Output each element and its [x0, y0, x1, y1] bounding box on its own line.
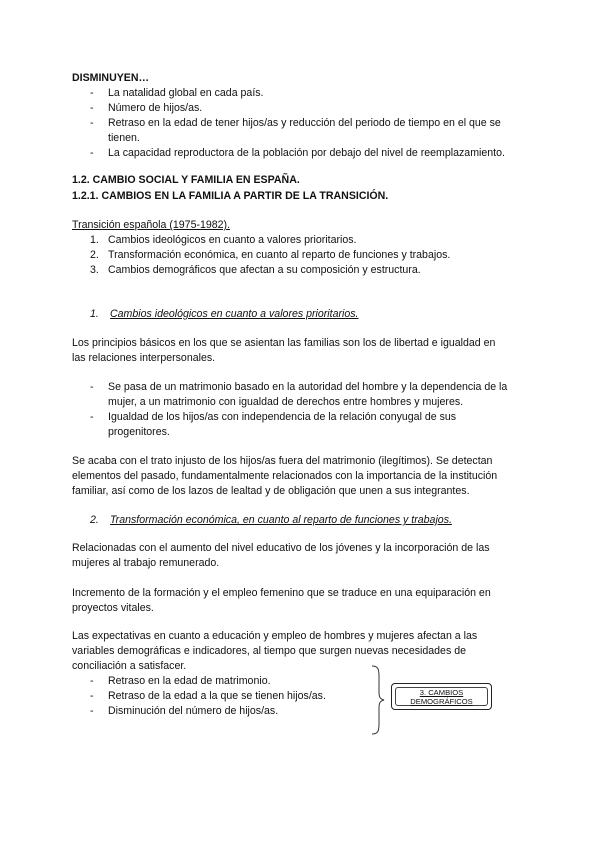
transicion-label: Transición española (1975-1982). [72, 219, 231, 231]
subsection-title: Transformación económica, en cuanto al reparto de funciones y trabajos. [110, 514, 452, 526]
list-item: Se pasa de un matrimonio basado en la autoridad del hombre y la dependencia de la [108, 381, 508, 393]
paragraph-line: Se acaba con el trato injusto de los hijos/as fuera del matrimonio (ilegítimos). Se detectan [72, 455, 493, 467]
dash: - [90, 381, 94, 393]
item-number: 1. [90, 234, 99, 246]
list-item: Disminución del número de hijos/as. [108, 705, 279, 717]
paragraph-line: conciliación a satisfacer. [72, 660, 187, 672]
numbered-item: Cambios demográficos que afectan a su composición y estructura. [108, 264, 421, 276]
list-item: Retraso en la edad de tener hijos/as y reducción del periodo de tiempo en el que se [108, 117, 501, 129]
list-item: Igualdad de los hijos/as con independencia de la relación conyugal de sus [108, 411, 457, 423]
list-item: Número de hijos/as. [108, 102, 203, 114]
paragraph-line: Incremento de la formación y el empleo femenino que se traduce en una equiparación en [72, 587, 491, 599]
subsection-number: 2. [90, 514, 99, 526]
list-item: La capacidad reproductora de la población por debajo del nivel de reemplazamiento. [108, 147, 505, 159]
list-item: La natalidad global en cada país. [108, 87, 264, 99]
numbered-item: Cambios ideológicos en cuanto a valores prioritarios. [108, 234, 357, 246]
box-label-line: 3. CAMBIOS [419, 687, 464, 697]
subsection-number: 1. [90, 308, 99, 320]
dash: - [90, 102, 94, 114]
section-title: 1.2. CAMBIO SOCIAL Y FAMILIA EN ESPAÑA. [72, 174, 300, 186]
disminuyen-heading: DISMINUYEN… [72, 72, 150, 84]
subsection-title: Cambios ideológicos en cuanto a valores prioritarios. [110, 308, 359, 320]
dash: - [90, 117, 94, 129]
paragraph-line: Las expectativas en cuanto a educación y empleo de hombres y mujeres afectan a las [72, 630, 478, 642]
item-number: 3. [90, 264, 99, 276]
item-number: 2. [90, 249, 99, 261]
paragraph-line: Relacionadas con el aumento del nivel educativo de los jóvenes y la incorporación de las [72, 542, 490, 554]
list-item-continuation: mujer, a un matrimonio con igualdad de derechos entre hombres y mujeres. [108, 396, 464, 408]
dash: - [90, 705, 94, 717]
paragraph-line: elementos del pasado, fundamentalmente relacionados con la importancia de la institución [72, 470, 498, 482]
section-subtitle: 1.2.1. CAMBIOS EN LA FAMILIA A PARTIR DE LA TRANSICIÓN. [72, 190, 389, 202]
box-label-line: DEMOGRÁFICOS [410, 696, 473, 706]
dash: - [90, 147, 94, 159]
list-item: Retraso de la edad a la que se tienen hijos/as. [108, 690, 326, 702]
paragraph-line: mujeres al trabajo remunerado. [72, 557, 220, 569]
paragraph-line: Los principios básicos en los que se asientan las familias son los de libertad e igualdad en [72, 337, 496, 349]
list-item: Retraso en la edad de matrimonio. [108, 675, 271, 687]
dash: - [90, 675, 94, 687]
dash: - [90, 411, 94, 423]
dash: - [90, 87, 94, 99]
list-item-continuation: tienen. [108, 132, 140, 144]
cambios-demograficos-box [391, 683, 492, 710]
list-item-continuation: progenitores. [108, 426, 170, 438]
paragraph-line: variables demográficas e indicadores, al tiempo que surgen nuevas necesidades de [72, 645, 466, 657]
paragraph-line: familiar, así como de los lazos de lealtad y de obligación que unen a sus integrantes. [72, 485, 470, 497]
dash: - [90, 690, 94, 702]
numbered-item: Transformación económica, en cuanto al reparto de funciones y trabajos. [108, 249, 451, 261]
paragraph-line: proyectos vitales. [72, 602, 154, 614]
paragraph-line: las relaciones interpersonales. [72, 352, 216, 364]
curly-brace-icon [370, 664, 386, 736]
